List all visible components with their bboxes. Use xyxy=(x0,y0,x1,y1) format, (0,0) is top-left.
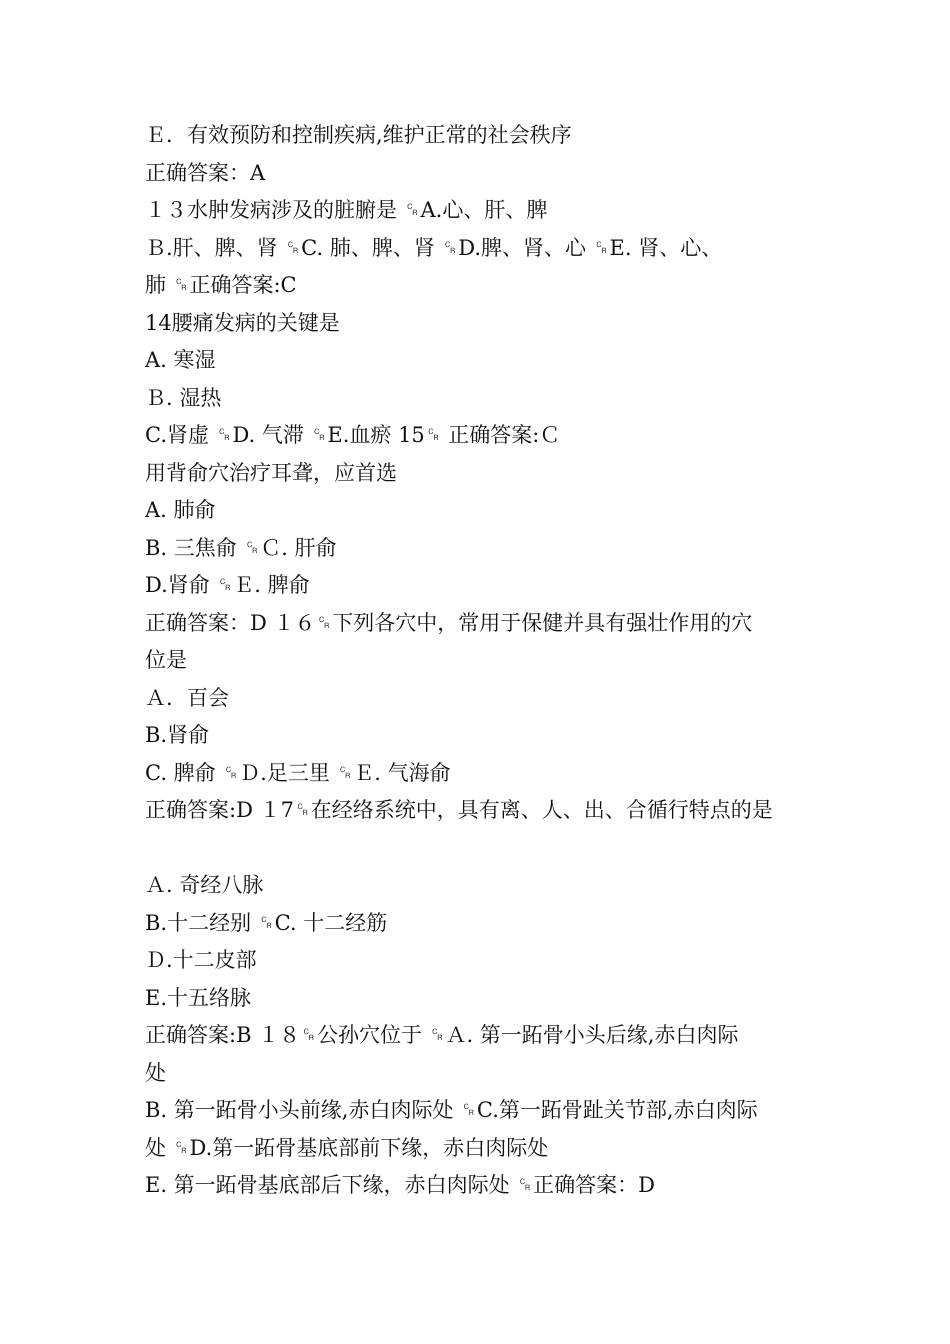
answer-line: E. 第一跖骨基底部后下缘，赤白肉际处 ␍正确答案：D xyxy=(145,1173,655,1197)
option-line: Ｄ.十二皮部 xyxy=(145,948,257,972)
option-line: E.十五络脉 xyxy=(145,985,252,1010)
question-line: 用背俞穴治疗耳聋，应首选 xyxy=(145,460,397,485)
option-line: B.肾俞 xyxy=(145,723,210,747)
answer-line: 正确答案:D １7␍在经络系统中，具有离、人、出、合循行特点的是 xyxy=(145,798,773,822)
option-line: A. 肺俞 xyxy=(145,498,216,522)
question-line: 位是 xyxy=(145,648,187,672)
option-line: A. 寒湿 xyxy=(145,348,216,372)
question-line: １３水肿发病涉及的脏腑是 ␍A.心、肝、脾 xyxy=(145,198,548,222)
options-line: B. 第一跖骨小头前缘,赤白肉际处 ␍C.第一跖骨趾关节部,赤白肉际 xyxy=(145,1098,758,1122)
answer-line: 正确答案：A xyxy=(145,160,266,185)
answer-line: 正确答案：D １６␍下列各穴中，常用于保健并具有强壮作用的穴 xyxy=(145,610,753,635)
options-line: B.十二经别 ␍C. 十二经筋 xyxy=(145,910,388,935)
options-line: Ｂ.肝、脾、肾 ␍C. 肺、脾、肾 ␍D.脾、肾、心 ␍E. 肾、心、 xyxy=(145,235,723,260)
option-line: Ａ. 奇经八脉 xyxy=(145,873,264,897)
answer-line: 正确答案:B １８␍公孙穴位于 ␍Ａ. 第一跖骨小头后缘,赤白肉际 xyxy=(145,1023,739,1047)
options-line: 处 ␍D.第一跖骨基底部前下缘，赤白肉际处 xyxy=(145,1135,549,1160)
options-line: C.肾虚 ␍D. 气滞 ␍E.血瘀 15␍ 正确答案:Ｃ xyxy=(145,423,561,447)
option-line: Ａ．百会 xyxy=(145,685,229,710)
options-line: C. 脾俞 ␍Ｄ.足三里 ␍Ｅ. 气海俞 xyxy=(145,760,451,785)
option-line: Ｂ. 湿热 xyxy=(145,385,222,410)
answer-line: 肺 ␍正确答案:C xyxy=(145,273,297,297)
text-line: Ｅ．有效预防和控制疾病,维护正常的社会秩序 xyxy=(145,123,572,147)
document-body xyxy=(145,117,820,1205)
option-line: 处 xyxy=(145,1060,166,1085)
options-line: D.肾俞 ␍Ｅ. 脾俞 xyxy=(145,573,310,597)
question-line: 14腰痛发病的关键是 xyxy=(145,310,340,335)
options-line: B. 三焦俞 ␍Ｃ. 肝俞 xyxy=(145,535,337,560)
blank-line xyxy=(145,830,820,868)
